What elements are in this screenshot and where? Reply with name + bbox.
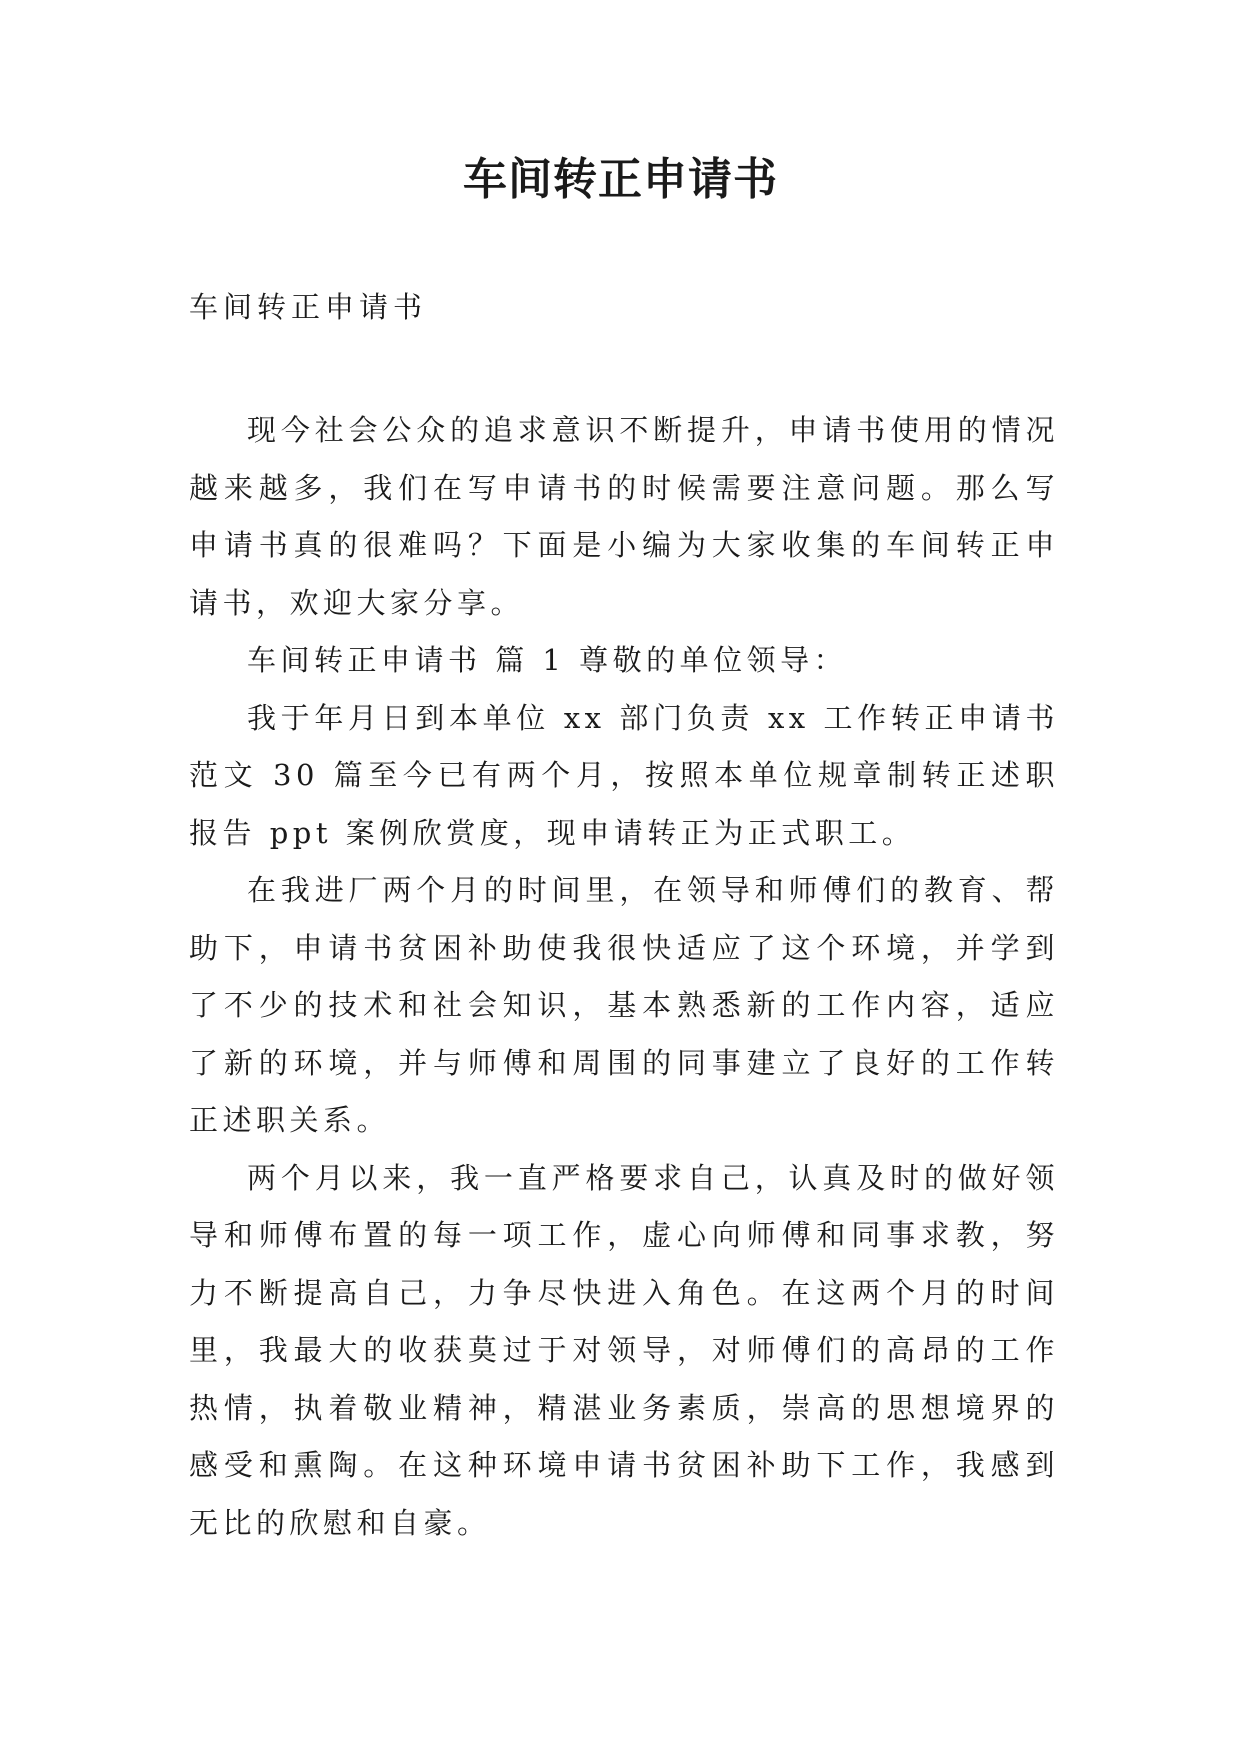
document-subtitle: 车间转正申请书 [189, 290, 428, 324]
paragraph-experience: 在我进厂两个月的时间里，在领导和师傅们的教育、帮助下，申请书贫困补助使我很快适应了这个环境，并学到了不少的技术和社会知识，基本熟悉新的工作内容，适应了新的环境，并与师傅和周围的同事建立了良好的工作转正述职关系。 [189, 873, 1059, 1137]
document-title: 车间转正申请书 [463, 154, 778, 205]
document-body [189, 402, 1059, 1552]
paragraph-start-date: 我于年月日到本单位 xx 部门负责 xx 工作转正申请书范文 30 篇至今已有两个月，按照本单位规章制转正述职报告 ppt 案例欣赏度，现申请转正为正式职工。 [189, 700, 1059, 850]
paragraph-work-attitude: 两个月以来，我一直严格要求自己，认真及时的做好领导和师傅布置的每一项工作，虚心向师傅和同事求教，努力不断提高自己，力争尽快进入角色。在这两个月的时间里，我最大的收获莫过于对领导，对师傅们的高昂的工作热情，执着敬业精神，精湛业务素质，崇高的思想境界的感受和熏陶。在这种环境申请书贫困补助下工作，我感到无比的欣慰和自豪。 [189, 1160, 1059, 1540]
paragraph-intro: 现今社会公众的追求意识不断提升，申请书使用的情况越来越多，我们在写申请书的时候需要注意问题。那么写申请书真的很难吗？下面是小编为大家收集的车间转正申请书，欢迎大家分享。 [189, 413, 1059, 620]
paragraph-salutation: 车间转正申请书 篇 1 尊敬的单位领导： [247, 643, 848, 677]
